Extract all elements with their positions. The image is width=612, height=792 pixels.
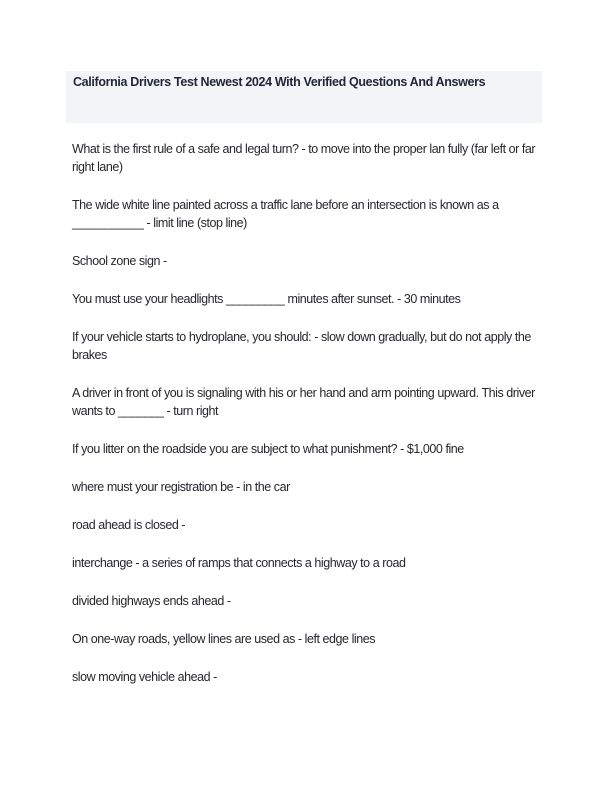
title-banner	[66, 71, 542, 123]
qa-item: road ahead is closed -	[72, 518, 186, 532]
qa-item: slow moving vehicle ahead -	[72, 670, 217, 684]
qa-item: What is the first rule of a safe and legal turn? - to move into the proper lan fully (far left or far right lane)	[72, 142, 536, 174]
qa-list	[72, 140, 544, 706]
qa-item: School zone sign -	[72, 254, 167, 268]
qa-item: If your vehicle starts to hydroplane, you should: - slow down gradually, but do not apply the brakes	[72, 330, 531, 362]
qa-item: You must use your headlights _________ minutes after sunset. - 30 minutes	[72, 292, 461, 306]
qa-item: If you litter on the roadside you are subject to what punishment? - $1,000 fine	[72, 442, 464, 456]
document-title: California Drivers Test Newest 2024 With Verified Questions And Answers	[73, 75, 486, 89]
qa-item: where must your registration be - in the car	[72, 480, 290, 494]
qa-item: interchange - a series of ramps that connects a highway to a road	[72, 556, 406, 570]
qa-item: The wide white line painted across a traffic lane before an intersection is known as a ___________ - limit line (stop line)	[72, 198, 499, 230]
qa-item: divided highways ends ahead -	[72, 594, 231, 608]
qa-item: On one-way roads, yellow lines are used as - left edge lines	[72, 632, 376, 646]
qa-item: A driver in front of you is signaling with his or her hand and arm pointing upward. This driver wants to _______ - turn right	[72, 386, 535, 418]
